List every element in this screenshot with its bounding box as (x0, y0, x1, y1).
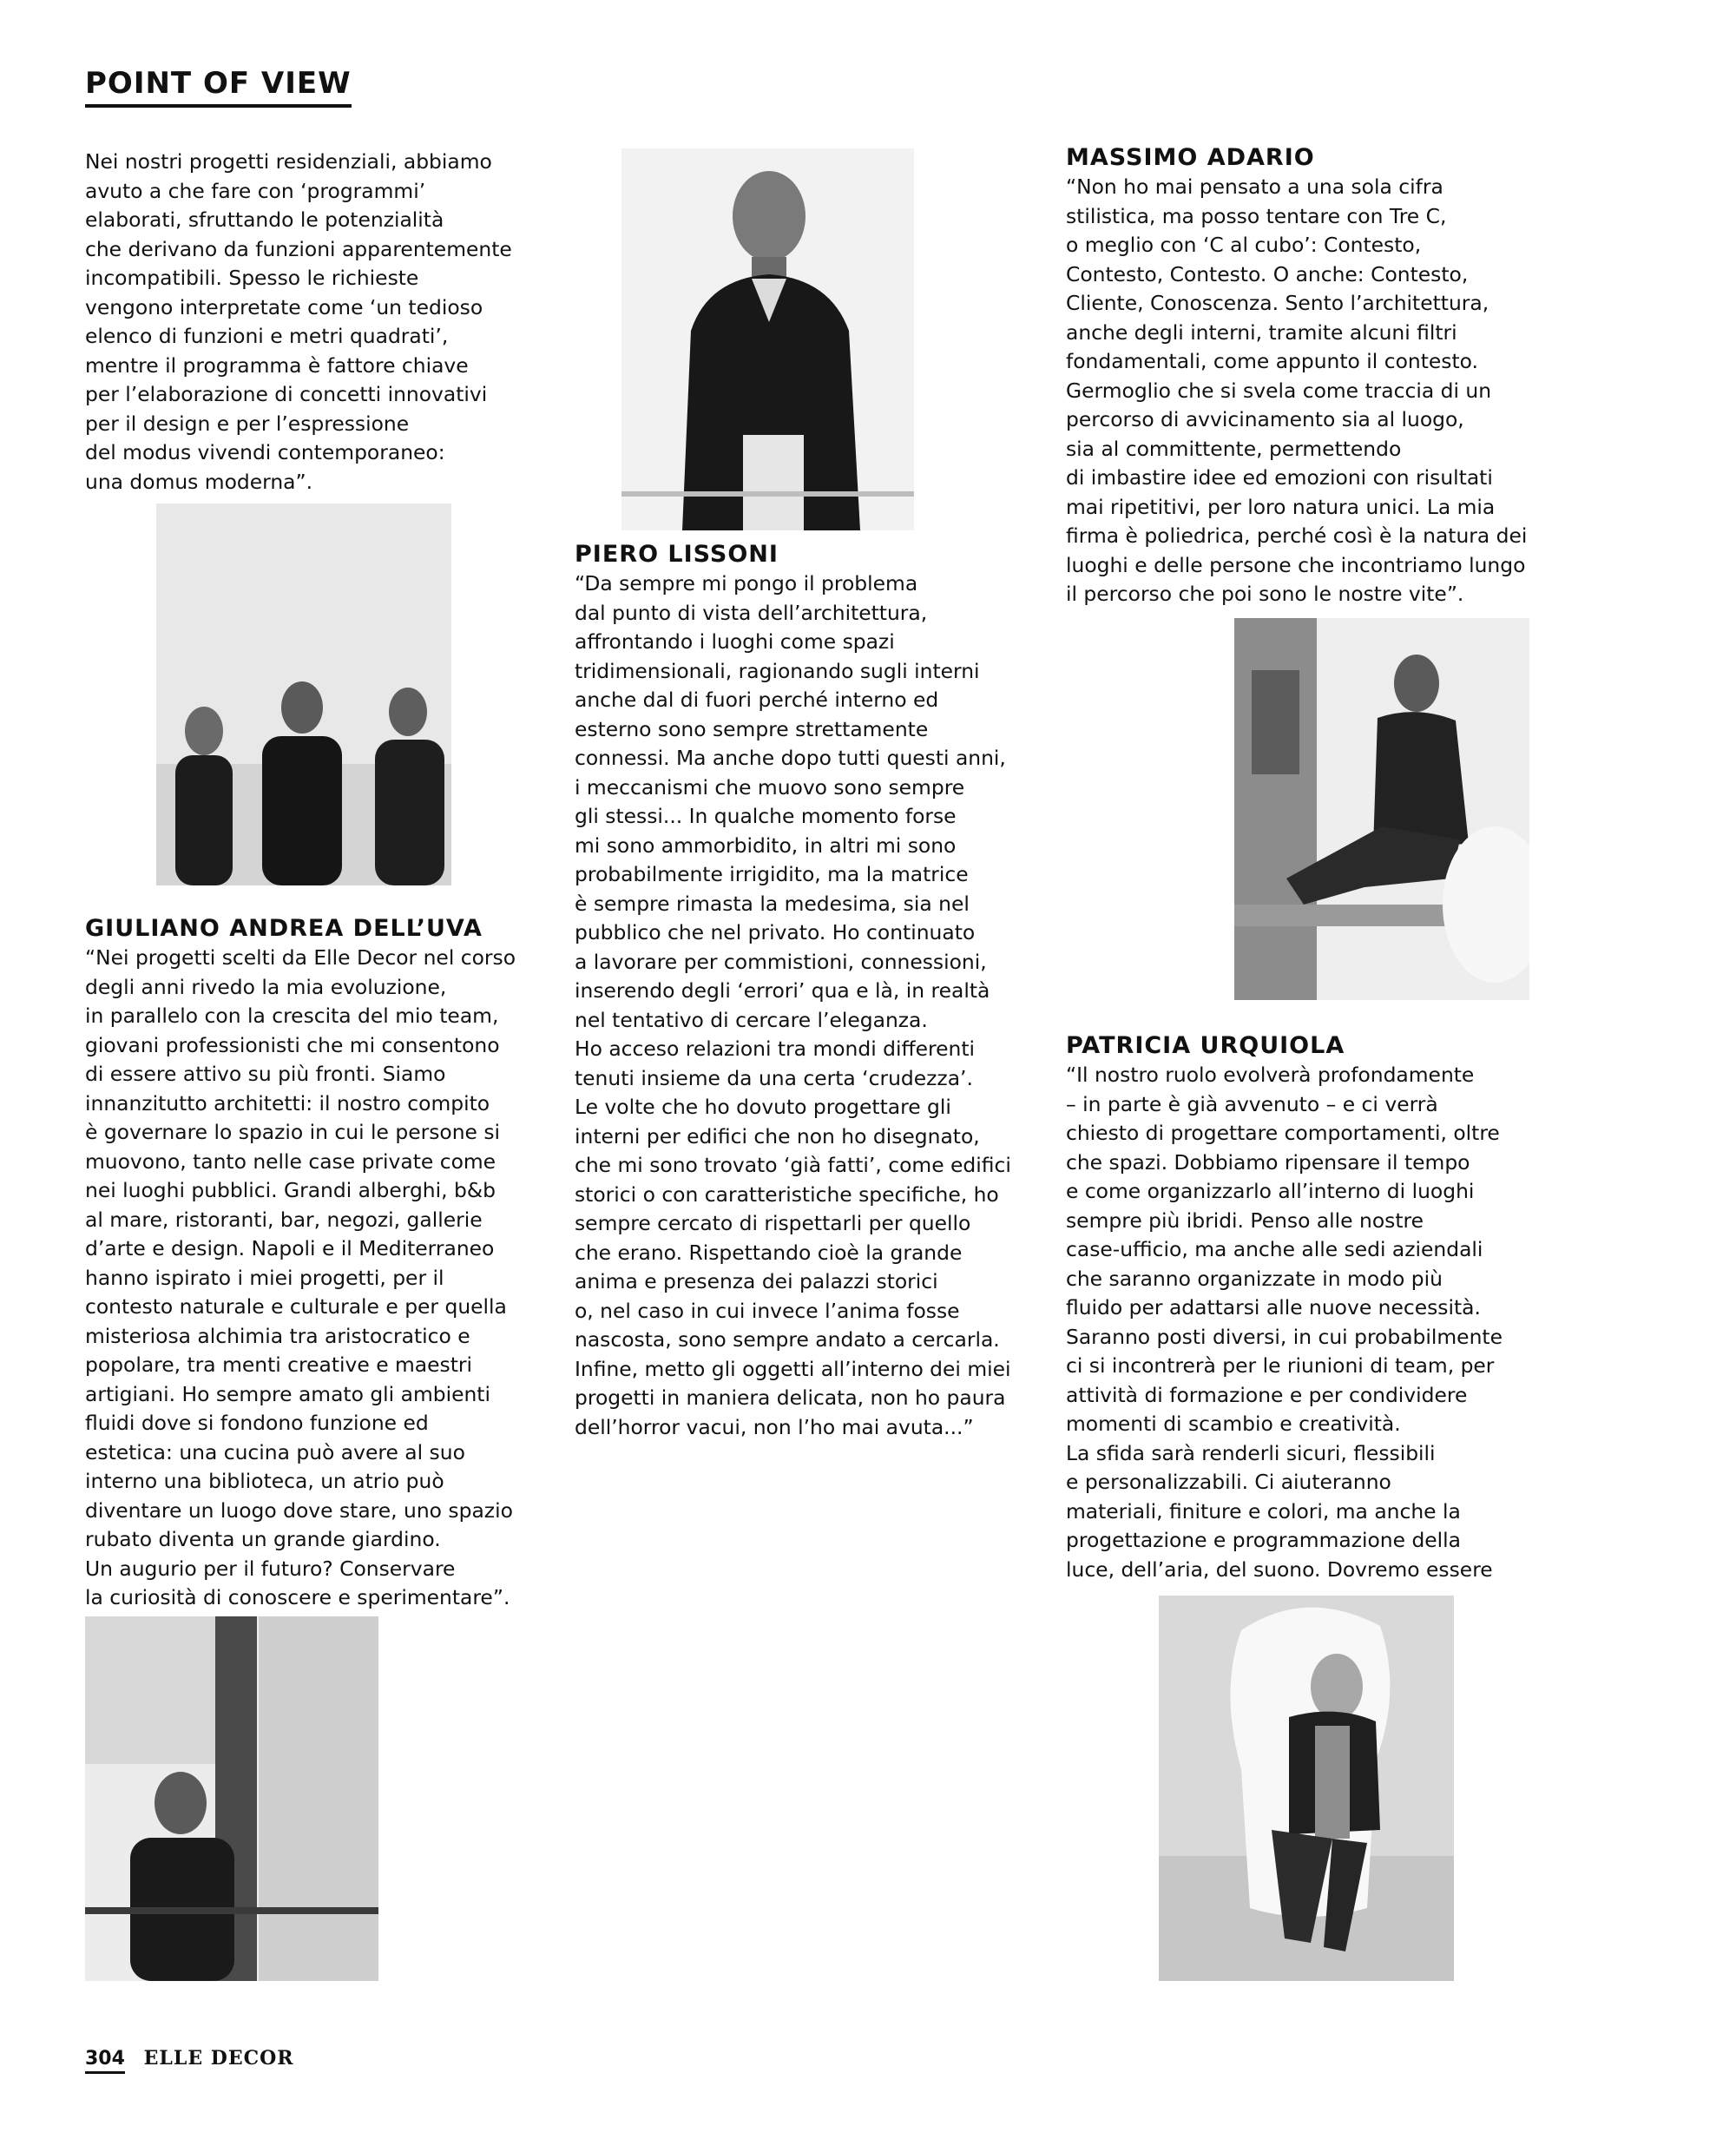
text-line: esterno sono sempre strettamente (575, 716, 929, 741)
text-line: connessi. Ma anche dopo tutti questi anni, (575, 746, 1006, 770)
text-line: La sfida sarà renderli sicuri, flessibili (1066, 1440, 1436, 1465)
photo-giuliano (85, 1616, 378, 1981)
text-line: “Non ho mai pensato a una sola cifra (1066, 174, 1443, 199)
intro-text (85, 148, 512, 497)
massimo-section (1066, 143, 1527, 609)
text-line: stilistica, ma posso tentare con Tre C, (1066, 203, 1447, 228)
piero-name: PIERO LISSONI (575, 541, 779, 568)
photo-massimo-adario (1234, 618, 1529, 1000)
text-line: Nei nostri progetti residenziali, abbiamo (85, 149, 492, 174)
text-line: inserendo degli ‘errori’ qua e là, in realtà (575, 978, 990, 1003)
text-line: o, nel caso in cui invece l’anima fosse (575, 1298, 960, 1323)
text-line: – in parte è già avvenuto – e ci verrà (1066, 1091, 1438, 1116)
text-line: popolare, tra menti creative e maestri (85, 1352, 473, 1377)
text-line: elenco di funzioni e metri quadrati’, (85, 324, 449, 348)
text-line: luce, dell’aria, del suono. Dovremo essere (1066, 1556, 1493, 1582)
text-line: nascosta, sono sempre andato a cercarla. (575, 1327, 1000, 1352)
text-line: nei luoghi pubblici. Grandi alberghi, b&b (85, 1178, 496, 1202)
text-line: dal punto di vista dell’architettura, (575, 600, 928, 625)
text-line: sempre cercato di rispettarli per quello (575, 1211, 971, 1235)
text-line: che mi sono trovato ‘già fatti’, come edifici (575, 1153, 1011, 1177)
text-line: muovono, tanto nelle case private come (85, 1148, 496, 1174)
text-line: di imbastire idee ed emozioni con risultati (1066, 465, 1493, 490)
magazine-name: ELLE DECOR (143, 2047, 294, 2070)
text-line: interno una biblioteca, un atrio può (85, 1469, 444, 1493)
patricia-name: PATRICIA URQUIOLA (1066, 1032, 1345, 1059)
text-line: i meccanismi che muovo sono sempre (575, 774, 965, 800)
text-line: tenuti insieme da una certa ‘crudezza’. (575, 1065, 973, 1090)
text-line: elaborati, sfruttando le potenzialità (85, 207, 444, 232)
text-line: diventare un luogo dove stare, uno spazio (85, 1497, 513, 1523)
text-line: degli anni rivedo la mia evoluzione, (85, 974, 447, 999)
text-line: che saranno organizzate in modo più (1066, 1266, 1443, 1291)
text-line: Infine, metto gli oggetti all’interno dei miei (575, 1356, 1011, 1381)
text-line: misteriosa alchimia tra aristocratico e (85, 1323, 470, 1348)
text-line: luoghi e delle persone che incontriamo lungo (1066, 552, 1526, 577)
text-line: firma è poliedrica, perché così è la natura dei (1066, 523, 1528, 548)
text-line: che derivano da funzioni apparentemente (85, 236, 512, 261)
text-line: mai ripetitivi, per loro natura unici. La mia (1066, 494, 1496, 519)
text-line: affrontando i luoghi come spazi (575, 629, 895, 654)
piero-quote (575, 569, 1011, 1442)
page-footer (85, 2047, 294, 2070)
text-line: fluido per adattarsi alle nuove necessità. (1066, 1295, 1481, 1319)
text-line: sia al committente, permettendo (1066, 436, 1402, 461)
text-line: in parallelo con la crescita del mio team, (85, 1004, 499, 1028)
text-line: a lavorare per commistioni, connessioni, (575, 949, 987, 974)
text-line: chiesto di progettare comportamenti, oltre (1066, 1121, 1500, 1145)
text-line: rubato diventa un grande giardino. (85, 1527, 441, 1551)
text-line: anima e presenza dei palazzi storici (575, 1269, 938, 1293)
massimo-name: MASSIMO ADARIO (1066, 144, 1315, 171)
text-line: mentre il programma è fattore chiave (85, 352, 469, 378)
text-line: che erano. Rispettando cioè la grande (575, 1240, 963, 1265)
text-line: hanno ispirato i miei progetti, per il (85, 1265, 444, 1290)
photo-patricia-urquiola (1159, 1596, 1454, 1981)
text-line: incompatibili. Spesso le richieste (85, 266, 419, 290)
text-line: Saranno posti diversi, in cui probabilmente (1066, 1324, 1503, 1349)
patricia-section (1066, 1031, 1503, 1584)
text-line: percorso di avvicinamento sia al luogo, (1066, 407, 1464, 431)
giuliano-quote (85, 944, 516, 1613)
text-line: interni per edifici che non ho disegnato, (575, 1123, 980, 1148)
text-line: è sempre rimasta la medesima, sia nel (575, 891, 970, 916)
text-line: tridimensionali, ragionando sugli interni (575, 658, 980, 683)
text-line: del modus vivendi contemporaneo: (85, 440, 445, 464)
massimo-quote (1066, 173, 1527, 609)
text-line: estetica: una cucina può avere al suo (85, 1439, 465, 1464)
photo-group-portrait (156, 503, 451, 885)
text-line: “Nei progetti scelti da Elle Decor nel corso (85, 945, 516, 970)
piero-section (575, 540, 1011, 1442)
section-title: POINT OF VIEW (85, 66, 352, 108)
text-line: anche dal di fuori perché interno ed (575, 688, 939, 712)
text-line: “Il nostro ruolo evolverà profondamente (1066, 1063, 1475, 1087)
patricia-quote (1066, 1061, 1503, 1584)
text-line: è governare lo spazio in cui le persone si (85, 1120, 501, 1144)
text-line: ci si incontrerà per le riunioni di team, per (1066, 1353, 1495, 1378)
text-line: una domus moderna”. (85, 469, 313, 494)
text-line: o meglio con ‘C al cubo’: Contesto, (1066, 233, 1422, 257)
text-line: nel tentativo di cercare l’eleganza. (575, 1007, 928, 1032)
text-line: di essere attivo su più fronti. Siamo (85, 1062, 446, 1086)
text-line: e personalizzabili. Ci aiuteranno (1066, 1470, 1391, 1494)
text-line: che spazi. Dobbiamo ripensare il tempo (1066, 1149, 1470, 1175)
text-line: Ho acceso relazioni tra mondi differenti (575, 1037, 975, 1061)
text-line: avuto a che fare con ‘programmi’ (85, 178, 426, 203)
text-line: Cliente, Conoscenza. Sento l’architettura, (1066, 291, 1489, 315)
text-line: anche degli interni, tramite alcuni filtri (1066, 319, 1457, 345)
text-line: per il design e per l’espressione (85, 411, 410, 436)
text-line: progettazione e programmazione della (1066, 1528, 1462, 1552)
text-line: dell’horror vacui, non l’ho mai avuta...” (575, 1414, 974, 1439)
text-line: contesto naturale e culturale e per quella (85, 1294, 507, 1319)
text-line: probabilmente irrigidito, ma la matrice (575, 862, 969, 886)
text-line: artigiani. Ho sempre amato gli ambienti (85, 1381, 490, 1406)
text-line: al mare, ristoranti, bar, negozi, gallerie (85, 1207, 483, 1232)
text-line: “Da sempre mi pongo il problema (575, 571, 918, 596)
giuliano-name: GIULIANO ANDREA DELL’UVA (85, 915, 483, 942)
text-line: sempre più ibridi. Penso alle nostre (1066, 1208, 1424, 1233)
text-line: per l’elaborazione di concetti innovativi (85, 382, 488, 406)
text-line: mi sono ammorbidito, in altri mi sono (575, 833, 957, 858)
text-line: case-ufficio, ma anche alle sedi aziendali (1066, 1237, 1483, 1261)
text-line: attività di formazione e per condividere (1066, 1382, 1468, 1407)
text-line: il percorso che poi sono le nostre vite”. (1066, 582, 1464, 606)
text-line: fluidi dove si fondono funzione ed (85, 1411, 429, 1435)
text-line: Germoglio che si svela come traccia di un (1066, 378, 1492, 403)
text-line: momenti di scambio e creatività. (1066, 1412, 1401, 1436)
text-line: storici o con caratteristiche specifiche, ho (575, 1181, 999, 1207)
text-line: e come organizzarlo all’interno di luoghi (1066, 1179, 1475, 1203)
text-line: innanzitutto architetti: il nostro compito (85, 1090, 490, 1115)
giuliano-section (85, 914, 516, 1613)
text-line: progetti in maniera delicata, non ho paura (575, 1385, 1006, 1410)
photo-piero-lissoni (621, 148, 914, 530)
text-line: materiali, finiture e colori, ma anche la (1066, 1498, 1461, 1524)
text-line: gli stessi... In qualche momento forse (575, 804, 957, 828)
text-line: la curiosità di conoscere e sperimentare”. (85, 1585, 510, 1609)
page-number: 304 (85, 2048, 125, 2074)
text-line: Un augurio per il futuro? Conservare (85, 1556, 456, 1581)
text-line: giovani professionisti che mi consentono (85, 1032, 500, 1057)
text-line: Contesto, Contesto. O anche: Contesto, (1066, 261, 1469, 286)
text-line: pubblico che nel privato. Ho continuato (575, 920, 976, 944)
text-line: vengono interpretate come ‘un tedioso (85, 294, 483, 319)
text-line: fondamentali, come appunto il contesto. (1066, 349, 1478, 373)
text-line: d’arte e design. Napoli e il Mediterraneo (85, 1236, 495, 1260)
text-line: Le volte che ho dovuto progettare gli (575, 1095, 951, 1119)
